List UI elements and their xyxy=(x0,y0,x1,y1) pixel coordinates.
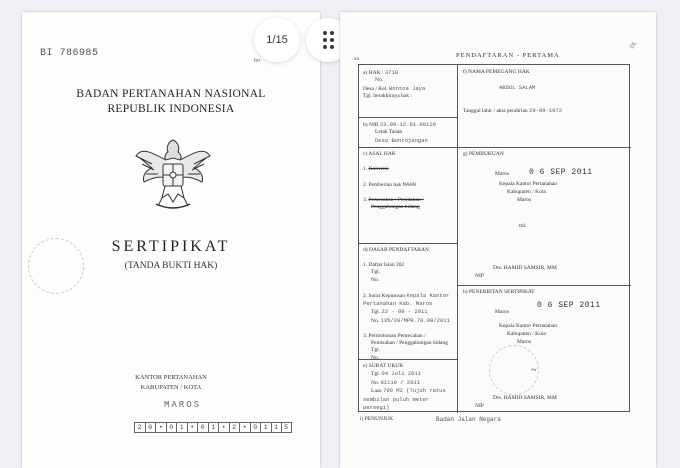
certificate-subtitle: (TANDA BUKTI HAK) xyxy=(124,261,218,271)
section-pembukuan: g) PEMBUKUAN xyxy=(463,151,504,157)
registration-form-page xyxy=(340,12,656,468)
serial-number: BI 786985 xyxy=(40,48,99,59)
certificate-number-boxes xyxy=(134,422,292,433)
section-nib: b) NIB 23.09.12.01.00120 Letak Tanah Desa Bontojangan xyxy=(363,121,436,144)
number-box: 5 xyxy=(281,422,292,433)
grid-dots-icon xyxy=(323,31,334,49)
number-box: 1 xyxy=(271,422,282,433)
cover-code: bo xyxy=(254,58,260,64)
pembukuan-date-stamp: 0 6 SEP 2011 xyxy=(529,168,593,177)
faded-stamp xyxy=(28,238,84,294)
section-asal-hak: c) ASAL HAK 1. Konversi 2. Pemberian hak MAHN 3. Pemecahan / Penidahan / Penggabungan bidang xyxy=(363,151,424,210)
section-surat-ukur: e) SURAT UKUR Tgl. 04 Juli 2011 No. 01119 / 2011 Luas 790 M2 (Tujuh ratus sembilan puluh meter persegi) xyxy=(363,363,446,412)
edge-note: DL xyxy=(629,40,639,50)
number-box: 1 xyxy=(260,422,271,433)
section-penerbitan: h) PENERBITAN SERTIPIKAT xyxy=(463,289,535,295)
number-box: 2 xyxy=(229,422,240,433)
page-indicator: 1/15 xyxy=(254,18,300,62)
section-dasar-pendaftaran: d) DASAR PENDAFTARAN 1. Daftar Isian 202 Tgl. No. 2. Surat Keputusan Kepala Kantor Pertanahan Kab. Maros Tgl. 22 - 09 - 2011 No. 135/20/MPR.70.09/2011 3. Permohonan Pemecahan / Pemisahan / Penggabungan bidang Tgl. No. xyxy=(363,247,450,361)
number-box: • xyxy=(155,422,166,433)
number-box: 1 xyxy=(208,422,219,433)
number-box: 2 xyxy=(134,422,145,433)
certificate-cover-page xyxy=(22,12,320,468)
petunjuk-label: i) PENUNJUK xyxy=(360,416,394,422)
garuda-emblem-icon xyxy=(132,134,214,220)
number-box: 0 xyxy=(197,422,208,433)
penerbitan-kab-value: Maros xyxy=(517,339,532,345)
section-pemegang-hak: f) NAMA PEMEGANG HAK ABDUL SALAM Tanggal lahir / akta pendirian 29-09-1972 xyxy=(463,69,563,115)
form-header: PENDAFTARAN - PERTAMA xyxy=(456,52,560,59)
section-hak: a) HAK : 3718 No. Desa / Kel. Bontoa Jaya Tgl. berakhirnya hak : xyxy=(363,69,426,100)
office-label: KANTOR PERTANAHAN xyxy=(135,374,207,381)
certificate-title: SERTIPIKAT xyxy=(111,238,231,255)
agency-name: BADAN PERTANAHAN NASIONAL xyxy=(76,88,266,100)
penerbitan-place: Maros xyxy=(495,309,510,315)
pembukuan-official-name: Drs. HAMID SAMSIR, MM xyxy=(493,265,557,271)
number-box: 0 xyxy=(166,422,177,433)
pembukuan-kepala: Kepala Kantor Pertanahan xyxy=(499,181,558,187)
pembukuan-place: Maros xyxy=(495,171,510,177)
number-box: 0 xyxy=(145,422,156,433)
handwritten-place: MAROS xyxy=(164,400,202,410)
number-box: • xyxy=(239,422,250,433)
petunjuk-value: Badan Jalan Negara xyxy=(436,416,501,423)
penerbitan-date-stamp: 0 6 SEP 2011 xyxy=(537,301,601,310)
signature-mark: ~ xyxy=(531,365,537,376)
number-box: • xyxy=(187,422,198,433)
penerbitan-kepala: Kepala Kantor Pertanahan xyxy=(499,323,558,329)
pembukuan-ttd: ttd. xyxy=(519,223,527,229)
office-region-label: KABUPATEN / KOTA xyxy=(140,384,202,391)
number-box: • xyxy=(218,422,229,433)
pembukuan-kab: Kabupaten / Kota xyxy=(507,189,546,195)
penerbitan-official-name: Drs. HAMID SAMSIR, MM xyxy=(493,395,557,401)
pembukuan-kab-value: Maros xyxy=(517,197,532,203)
penerbitan-kab: Kabupaten / Kota xyxy=(507,331,546,337)
agency-country: REPUBLIK INDONESIA xyxy=(107,103,235,115)
penerbitan-nip: NIP xyxy=(475,403,484,409)
number-box: 1 xyxy=(176,422,187,433)
number-box: 0 xyxy=(250,422,261,433)
corner-label: an xyxy=(354,56,360,62)
pembukuan-nip: NIP xyxy=(475,273,484,279)
form-frame xyxy=(358,64,630,412)
